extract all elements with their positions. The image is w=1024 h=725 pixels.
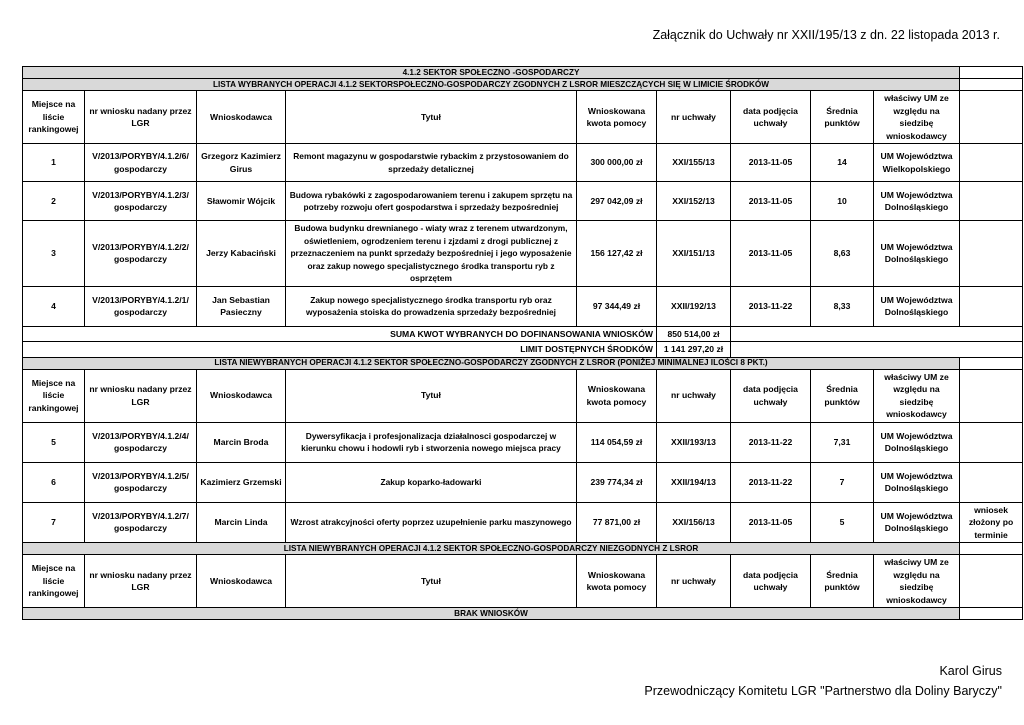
cell-rank: 6 xyxy=(23,462,85,502)
cell-avg: 8,63 xyxy=(811,221,874,287)
cell-avg: 14 xyxy=(811,144,874,182)
cell-date: 2013-11-22 xyxy=(731,462,811,502)
table-row xyxy=(23,221,1023,287)
cell-resolution: XXI/156/13 xyxy=(657,502,731,543)
no-applications-row xyxy=(23,608,1023,620)
cell-date: 2013-11-05 xyxy=(731,502,811,543)
header-amount: Wnioskowana kwota pomocy xyxy=(577,555,657,608)
not-selected-list-title xyxy=(23,357,1023,369)
cell-title: Remont magazynu w gospodarstwie rybackim z przystosowaniem do sprzedaży detalicznej xyxy=(286,144,577,182)
header-app-no: nr wniosku nadany przez LGR xyxy=(85,91,197,144)
cell-rank: 7 xyxy=(23,502,85,543)
cell-avg: 7 xyxy=(811,462,874,502)
cell-applicant: Kazimierz Grzemski xyxy=(197,462,286,502)
cell-date: 2013-11-22 xyxy=(731,422,811,462)
cell-amount: 77 871,00 zł xyxy=(577,502,657,543)
empty-cell xyxy=(960,91,1023,144)
cell-rank: 3 xyxy=(23,221,85,287)
cell-resolution: XXI/155/13 xyxy=(657,144,731,182)
applications-table xyxy=(22,66,1023,620)
section-title-label: 4.1.2 SEKTOR SPOŁECZNO -GOSPODARCZY xyxy=(23,67,960,79)
cell-avg: 5 xyxy=(811,502,874,543)
cell-avg: 10 xyxy=(811,182,874,221)
header-resolution: nr uchwały xyxy=(657,555,731,608)
cell-note xyxy=(960,144,1023,182)
header-applicant: Wnioskodawca xyxy=(197,369,286,422)
section-title xyxy=(23,67,1023,79)
cell-title: Dywersyfikacja i profesjonalizacja działalnosci gospodarczej w kierunku chowu i hodowli ryb i stworzenia nowego miejsca pracy xyxy=(286,422,577,462)
no-applications-row-label: BRAK WNIOSKÓW xyxy=(23,608,960,620)
cell-date: 2013-11-05 xyxy=(731,182,811,221)
cell-amount: 239 774,34 zł xyxy=(577,462,657,502)
header-date: data podjęcia uchwały xyxy=(731,555,811,608)
column-header-row xyxy=(23,369,1023,422)
cell-amount: 114 054,59 zł xyxy=(577,422,657,462)
cell-note xyxy=(960,221,1023,287)
selected-list-title xyxy=(23,79,1023,91)
empty-cell xyxy=(731,326,1023,342)
cell-date: 2013-11-05 xyxy=(731,144,811,182)
cell-amount: 97 344,49 zł xyxy=(577,286,657,326)
cell-um: UM Województwa Dolnośląskiego xyxy=(874,182,960,221)
cell-title: Zakup nowego specjalistycznego środka transportu ryb oraz wyposażenia stoiska do prowadzenia sprzedaży bezpośredniej xyxy=(286,286,577,326)
cell-title: Budowa rybakówki z zagospodarowaniem terenu i zakupem sprzętu na potrzeby rozwoju ofert gospodarstwa i sprzedaży bezpośredniej xyxy=(286,182,577,221)
signatory-role: Przewodniczący Komitetu LGR "Partnerstwo dla Doliny Baryczy" xyxy=(644,684,1002,698)
cell-app-no: V/2013/PORYBY/4.1.2/1/ gospodarczy xyxy=(85,286,197,326)
selected-list-title-label: LISTA WYBRANYCH OPERACJI 4.1.2 SEKTORSPOŁECZNO-GOSPODARCZY ZGODNYCH Z LSROR MIESZCZĄCYCH SIĘ W LIMICIE ŚRODKÓW xyxy=(23,79,960,91)
header-title: Tytuł xyxy=(286,555,577,608)
document-header-note: Załącznik do Uchwały nr XXII/195/13 z dn. 22 listopada 2013 r. xyxy=(652,28,1000,42)
cell-rank: 4 xyxy=(23,286,85,326)
cell-amount: 300 000,00 zł xyxy=(577,144,657,182)
header-title: Tytuł xyxy=(286,369,577,422)
cell-app-no: V/2013/PORYBY/4.1.2/2/ gospodarczy xyxy=(85,221,197,287)
header-resolution: nr uchwały xyxy=(657,369,731,422)
cell-um: UM Województwa Dolnośląskiego xyxy=(874,221,960,287)
cell-note xyxy=(960,182,1023,221)
cell-note xyxy=(960,422,1023,462)
table-body xyxy=(23,67,1023,620)
cell-resolution: XXI/151/13 xyxy=(657,221,731,287)
limit-row xyxy=(23,342,1023,358)
cell-date: 2013-11-22 xyxy=(731,286,811,326)
column-header-row xyxy=(23,91,1023,144)
cell-applicant: Grzegorz Kazimierz Girus xyxy=(197,144,286,182)
cell-rank: 2 xyxy=(23,182,85,221)
empty-cell xyxy=(960,357,1023,369)
cell-amount: 156 127,42 zł xyxy=(577,221,657,287)
cell-app-no: V/2013/PORYBY/4.1.2/6/ gospodarczy xyxy=(85,144,197,182)
table-row xyxy=(23,422,1023,462)
nonconforming-list-title xyxy=(23,543,1023,555)
empty-cell xyxy=(731,342,1023,358)
cell-app-no: V/2013/PORYBY/4.1.2/7/ gospodarczy xyxy=(85,502,197,543)
table-row xyxy=(23,144,1023,182)
header-date: data podjęcia uchwały xyxy=(731,91,811,144)
table-row xyxy=(23,502,1023,543)
cell-date: 2013-11-05 xyxy=(731,221,811,287)
sum-row-value: 850 514,00 zł xyxy=(657,326,731,342)
signatory-name: Karol Girus xyxy=(939,664,1002,678)
header-rank: Miejsce na liście rankingowej xyxy=(23,91,85,144)
header-um: właściwy UM ze względu na siedzibę wnioskodawcy xyxy=(874,91,960,144)
cell-um: UM Województwa Dolnośląskiego xyxy=(874,462,960,502)
cell-applicant: Marcin Broda xyxy=(197,422,286,462)
header-app-no: nr wniosku nadany przez LGR xyxy=(85,555,197,608)
not-selected-list-title-label: LISTA NIEWYBRANYCH OPERACJI 4.1.2 SEKTOR SPOŁECZNO-GOSPODARCZY ZGODNYCH Z LSROR (PONIŻEJ MINIMALNEJ ILOŚCI 8 PKT.) xyxy=(23,357,960,369)
cell-note xyxy=(960,286,1023,326)
header-rank: Miejsce na liście rankingowej xyxy=(23,369,85,422)
header-applicant: Wnioskodawca xyxy=(197,91,286,144)
table-row xyxy=(23,286,1023,326)
empty-cell xyxy=(960,79,1023,91)
header-avg: Średnia punktów xyxy=(811,555,874,608)
nonconforming-list-title-label: LISTA NIEWYBRANYCH OPERACJI 4.1.2 SEKTOR SPOŁECZNO-GOSPODARCZY NIEZGODNYCH Z LSROR xyxy=(23,543,960,555)
header-amount: Wnioskowana kwota pomocy xyxy=(577,91,657,144)
column-header-row xyxy=(23,555,1023,608)
cell-rank: 5 xyxy=(23,422,85,462)
cell-um: UM Województwa Wielkopolskiego xyxy=(874,144,960,182)
header-date: data podjęcia uchwały xyxy=(731,369,811,422)
table-row xyxy=(23,462,1023,502)
cell-title: Wzrost atrakcyjności oferty poprzez uzupełnienie parku maszynowego xyxy=(286,502,577,543)
empty-cell xyxy=(960,369,1023,422)
cell-app-no: V/2013/PORYBY/4.1.2/3/ gospodarczy xyxy=(85,182,197,221)
cell-resolution: XXII/194/13 xyxy=(657,462,731,502)
cell-app-no: V/2013/PORYBY/4.1.2/5/ gospodarczy xyxy=(85,462,197,502)
empty-cell xyxy=(960,608,1023,620)
header-resolution: nr uchwały xyxy=(657,91,731,144)
cell-resolution: XXI/152/13 xyxy=(657,182,731,221)
empty-cell xyxy=(960,555,1023,608)
limit-row-value: 1 141 297,20 zł xyxy=(657,342,731,358)
cell-applicant: Jan Sebastian Pasieczny xyxy=(197,286,286,326)
header-um: właściwy UM ze względu na siedzibę wnioskodawcy xyxy=(874,555,960,608)
empty-cell xyxy=(960,543,1023,555)
table-row xyxy=(23,182,1023,221)
cell-resolution: XXII/193/13 xyxy=(657,422,731,462)
header-app-no: nr wniosku nadany przez LGR xyxy=(85,369,197,422)
header-avg: Średnia punktów xyxy=(811,369,874,422)
header-amount: Wnioskowana kwota pomocy xyxy=(577,369,657,422)
sum-row-label: SUMA KWOT WYBRANYCH DO DOFINANSOWANIA WNIOSKÓW xyxy=(23,326,657,342)
cell-title: Zakup koparko-ładowarki xyxy=(286,462,577,502)
cell-note: wniosek złożony po terminie xyxy=(960,502,1023,543)
cell-applicant: Sławomir Wójcik xyxy=(197,182,286,221)
cell-um: UM Województwa Dolnośląskiego xyxy=(874,286,960,326)
header-applicant: Wnioskodawca xyxy=(197,555,286,608)
header-avg: Średnia punktów xyxy=(811,91,874,144)
cell-applicant: Jerzy Kabaciński xyxy=(197,221,286,287)
sum-row xyxy=(23,326,1023,342)
header-rank: Miejsce na liście rankingowej xyxy=(23,555,85,608)
header-um: właściwy UM ze względu na siedzibę wnioskodawcy xyxy=(874,369,960,422)
cell-amount: 297 042,09 zł xyxy=(577,182,657,221)
header-title: Tytuł xyxy=(286,91,577,144)
cell-um: UM Województwa Dolnośląskiego xyxy=(874,502,960,543)
cell-rank: 1 xyxy=(23,144,85,182)
signature-block xyxy=(644,661,1002,701)
cell-resolution: XXII/192/13 xyxy=(657,286,731,326)
cell-avg: 7,31 xyxy=(811,422,874,462)
cell-app-no: V/2013/PORYBY/4.1.2/4/ gospodarczy xyxy=(85,422,197,462)
cell-avg: 8,33 xyxy=(811,286,874,326)
cell-title: Budowa budynku drewnianego - wiaty wraz z terenem utwardzonym, oświetleniem, ogrodzeniem terenu i zjzdami z drogi publicznej z przeznaczeniem na punkt sprzedaży bezpośredniej i jego wyposażenie oraz zakup nowego specjalistycznego środka transportu ryb z osprzętem xyxy=(286,221,577,287)
cell-note xyxy=(960,462,1023,502)
limit-row-label: LIMIT DOSTĘPNYCH ŚRODKÓW xyxy=(23,342,657,358)
cell-um: UM Województwa Dolnośląskiego xyxy=(874,422,960,462)
empty-cell xyxy=(960,67,1023,79)
cell-applicant: Marcin Linda xyxy=(197,502,286,543)
